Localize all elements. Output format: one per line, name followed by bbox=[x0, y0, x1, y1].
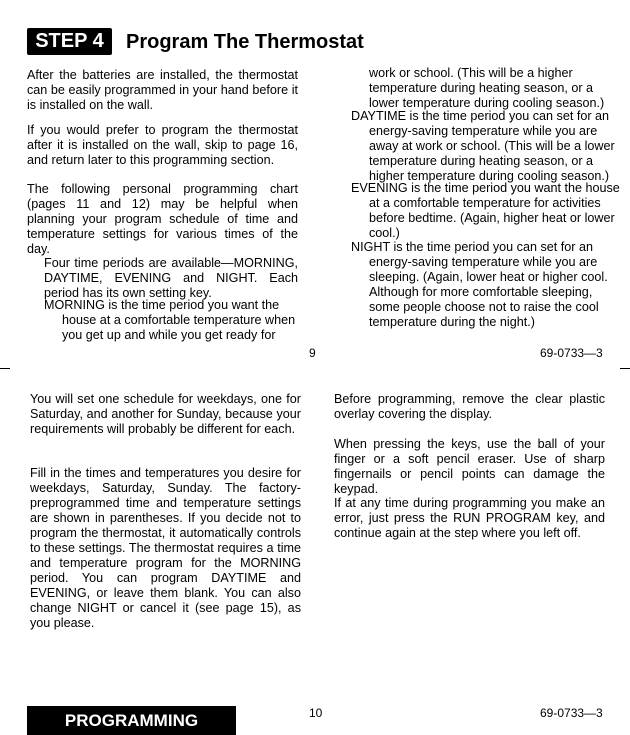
step-badge: STEP 4 bbox=[27, 28, 112, 55]
doc-code-page10: 69-0733—3 bbox=[540, 706, 603, 720]
chart-paragraph: The following personal programming chart (pages 11 and 12) may be helpful when planning your program schedule of time and temperature settings for various times of the day. bbox=[27, 182, 298, 256]
periods-paragraph: Four time periods are available—MORNING, DAYTIME, EVENING and NIGHT. Each period has its own setting key. bbox=[44, 256, 298, 300]
error-paragraph: If at any time during programming you make an error, just press the RUN PROGRAM key, and continue again at the step where you left off. bbox=[334, 496, 605, 540]
section-label-bar: PROGRAMMING bbox=[27, 706, 236, 735]
evening-definition: EVENING is the time period you want the house at a comfortable temperature for activities before bedtime. (Again, higher heat or lower cool.) bbox=[351, 181, 620, 240]
doc-code-page9: 69-0733—3 bbox=[540, 346, 603, 360]
page-number-10: 10 bbox=[309, 706, 323, 720]
morning-definition: MORNING is the time period you want the house at a comfortable temperature when you get up and while you get ready for bbox=[44, 298, 296, 342]
intro-paragraph: After the batteries are installed, the thermostat can be easily programmed in your hand before it is installed on the wall. bbox=[27, 68, 298, 112]
schedule-paragraph: You will set one schedule for weekdays, one for Saturday, and another for Sunday, because your requirements will probably be different for each. bbox=[30, 392, 301, 436]
overlay-paragraph: Before programming, remove the clear plastic overlay covering the display. bbox=[334, 392, 605, 421]
page-divider-right bbox=[620, 368, 630, 369]
skip-paragraph: If you would prefer to program the thermostat after it is installed on the wall, skip to page 16, and return later to this programming section. bbox=[27, 123, 298, 167]
daytime-definition: DAYTIME is the time period you can set for an energy-saving temperature while you are away at work or school. (This will be a lower temperature during heating season, or a higher temperature during cooling season.) bbox=[351, 109, 615, 183]
keys-paragraph: When pressing the keys, use the ball of your finger or a soft pencil eraser. Use of sharp fingernails or pencil points can damage the keypad. bbox=[334, 437, 605, 496]
fill-in-paragraph: Fill in the times and temperatures you desire for weekdays, Saturday, Sunday. The factory-preprogrammed time and temperature settings are shown in parentheses. If you decide not to program the thermostat, it automatically controls to these settings. The thermostat requires a time and temperature program for the MORNING period. You can program DAYTIME and EVENING, or leave them blank. You can also change NIGHT or cancel it (see page 15), as you please. bbox=[30, 466, 301, 630]
page-divider-left bbox=[0, 368, 10, 369]
page-title: Program The Thermostat bbox=[126, 31, 364, 53]
page-number-9: 9 bbox=[309, 346, 316, 360]
morning-continued: work or school. (This will be a higher temperature during heating season, or a lower temperature during cooling season.) bbox=[369, 66, 605, 110]
night-definition: NIGHT is the time period you can set for an energy-saving temperature while you are sleeping. (Again, lower heat or higher cool. Although for more comfortable sleeping, some people choose not to raise the cool temperature during the night.) bbox=[351, 240, 608, 329]
